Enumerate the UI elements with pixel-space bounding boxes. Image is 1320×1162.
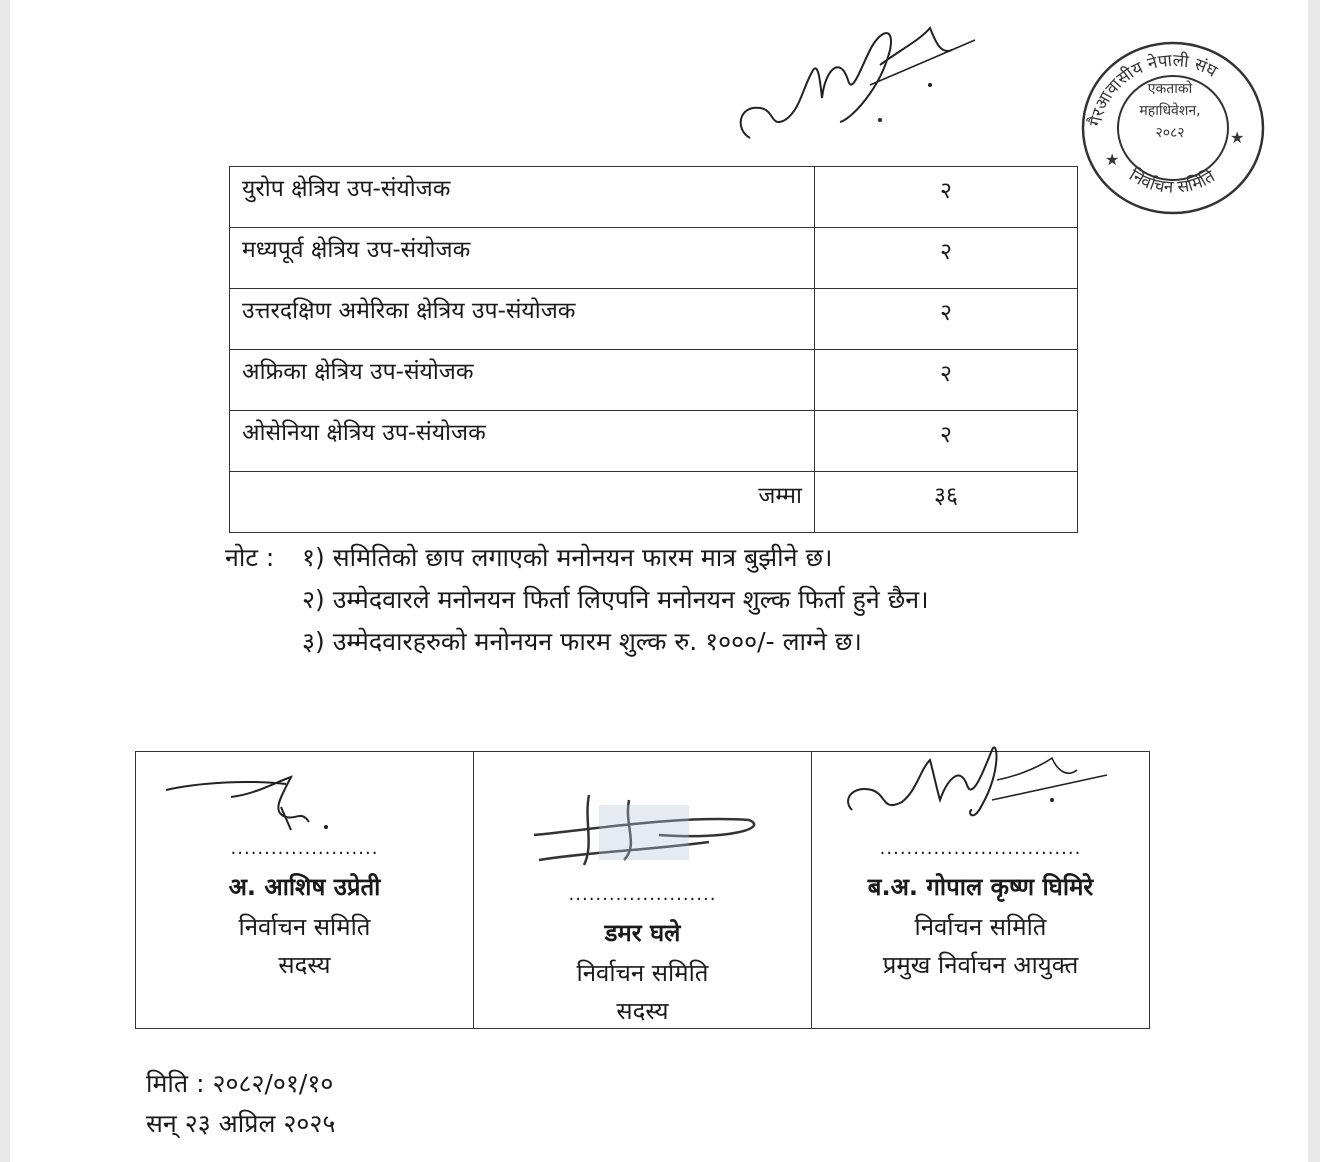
table-row — [230, 228, 1078, 289]
table-cell: मध्यपूर्व क्षेत्रिय उप-संयोजक — [230, 228, 815, 289]
signatory-block-1: ...................... अ. आशिष उप्रेती निर्वाचन समिति सदस्य — [136, 752, 474, 1029]
table-row — [230, 289, 1078, 350]
table-cell: जम्मा — [230, 472, 815, 533]
table-cell: ओसेनिया क्षेत्रिय उप-संयोजक — [230, 411, 815, 472]
note-1: १) समितिको छाप लगाएको मनोनयन फारम मात्र बुझीने छ। — [302, 543, 833, 572]
svg-text:निर्वाचन समिति: निर्वाचन समिति — [1125, 165, 1219, 198]
svg-text:★: ★ — [1230, 128, 1245, 147]
table-cell: २ — [815, 350, 1078, 411]
table-cell: ३६ — [815, 472, 1078, 533]
table-row — [230, 411, 1078, 472]
table-cell: २ — [815, 289, 1078, 350]
table-cell: उत्तरदक्षिण अमेरिका क्षेत्रिय उप-संयोजक — [230, 289, 815, 350]
note-3: ३) उम्मेदवारहरुको मनोनयन फारम शुल्क रु. १०००/- लाग्ने छ। — [302, 627, 862, 656]
svg-text:गैरआवासीय नेपाली संघ: गैरआवासीय नेपाली संघ — [1085, 50, 1221, 129]
top-signature — [730, 10, 980, 145]
signature-2 — [529, 790, 759, 870]
signatory-block-2: ...................... डमर घले निर्वाचन समिति सदस्य — [474, 752, 812, 1029]
signatures-table — [135, 751, 1150, 1029]
signatory-block-3: .............................. ब.अ. गोपाल कृष्ण घिमिरे निर्वाचन समिति प्रमुख निर्वाचन आयुक्त — [812, 752, 1150, 1029]
note-2: २) उम्मेदवारले मनोनयन फिर्ता लिएपनि मनोनयन शुल्क फिर्ता हुने छैन। — [302, 585, 929, 614]
positions-table — [229, 166, 1078, 533]
table-row — [230, 350, 1078, 411]
table-cell: युरोप क्षेत्रिय उप-संयोजक — [230, 167, 815, 228]
table-cell: २ — [815, 167, 1078, 228]
table-cell: अफ्रिका क्षेत्रिय उप-संयोजक — [230, 350, 815, 411]
seal-inner-text: एकताको महाधिवेशन, २०८२ — [1139, 81, 1201, 141]
table-row — [230, 167, 1078, 228]
svg-text:★: ★ — [1105, 150, 1120, 169]
note-prefix: नोट : — [225, 543, 275, 572]
signature-1 — [161, 762, 341, 832]
date-bs: मिति : २०८२/०१/१० — [146, 1069, 334, 1098]
table-cell: २ — [815, 411, 1078, 472]
total-row — [230, 472, 1078, 533]
date-ad: सन् २३ अप्रिल २०२५ — [146, 1109, 336, 1138]
table-cell: २ — [815, 228, 1078, 289]
signature-3 — [842, 730, 1122, 840]
